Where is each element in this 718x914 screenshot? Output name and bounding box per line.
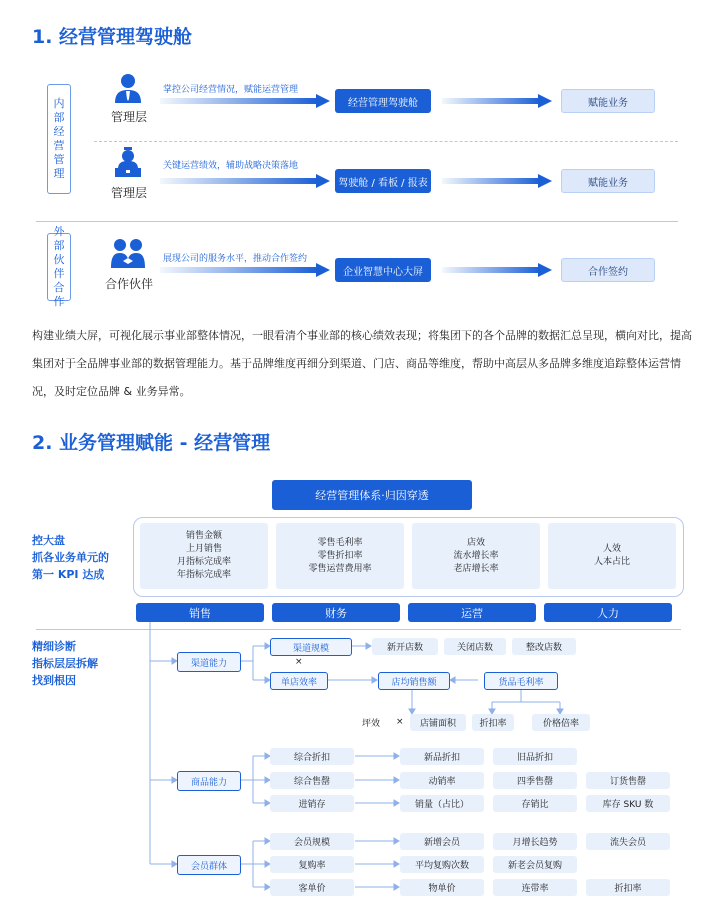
result-button-3[interactable]: 合作签约 xyxy=(561,258,655,282)
stock-sales-ratio: 存销比 xyxy=(493,795,577,812)
movement-rate: 动销率 xyxy=(400,772,484,789)
tab-sales[interactable]: 销售 xyxy=(136,603,264,622)
lost-members: 流失会员 xyxy=(586,833,670,850)
goods-gross-margin[interactable]: 货品毛利率 xyxy=(484,672,558,690)
product-capability[interactable]: 商品能力 xyxy=(177,771,241,791)
inventory-sku-count: 库存 SKU 数 xyxy=(586,795,670,812)
floor-efficiency: 坪效 xyxy=(361,719,380,729)
times-sign-1: × xyxy=(295,657,303,667)
order-sellthrough: 订货售罄 xyxy=(586,772,670,789)
discount-rate: 折扣率 xyxy=(472,714,514,731)
result-button-1[interactable]: 赋能业务 xyxy=(561,89,655,113)
row-desc-1: 掌控公司经营情况，赋能运营管理 xyxy=(163,85,299,95)
purchase-sales-inventory: 进销存 xyxy=(270,795,354,812)
system-title: 经营管理体系·归因穿透 xyxy=(272,480,472,510)
result-button-2[interactable]: 赋能业务 xyxy=(561,169,655,193)
store-area: 店铺面积 xyxy=(410,714,466,731)
role-label-2: 管理层 xyxy=(110,186,147,200)
unit-price: 物单价 xyxy=(400,879,484,896)
member-group[interactable]: 会员群体 xyxy=(177,855,241,875)
avg-store-sales[interactable]: 店均销售额 xyxy=(378,672,450,690)
times-sign-2: × xyxy=(396,717,404,727)
new-members: 新增会员 xyxy=(400,833,484,850)
kpi-group-finance: 零售毛利率 零售折扣率 零售运营费用率 xyxy=(276,523,404,589)
section-2-title: 2. 业务管理赋能 - 经营管理 xyxy=(32,432,271,454)
member-discount-rate: 折扣率 xyxy=(586,879,670,896)
internal-label: 内部经营管理 xyxy=(47,84,71,194)
action-button-2[interactable]: 驾驶舱 / 看板 / 报表 xyxy=(335,169,431,193)
action-button-1[interactable]: 经营管理驾驶舱 xyxy=(335,89,431,113)
row-desc-2: 关键运营绩效，辅助战略决策落地 xyxy=(163,161,299,171)
overall-sellthrough: 综合售罄 xyxy=(270,772,354,789)
overall-discount: 综合折扣 xyxy=(270,748,354,765)
new-stores: 新开店数 xyxy=(372,638,438,655)
tab-finance[interactable]: 财务 xyxy=(272,603,400,622)
rectify-stores: 整改店数 xyxy=(512,638,576,655)
new-old-member-repurchase: 新老会员复购 xyxy=(493,856,577,873)
avg-order-value: 客单价 xyxy=(270,879,354,896)
section-1-title: 1. 经营管理驾驶舱 xyxy=(32,26,193,48)
member-scale: 会员规模 xyxy=(270,833,354,850)
closed-stores: 关闭店数 xyxy=(444,638,506,655)
old-product-discount: 旧品折扣 xyxy=(493,748,577,765)
repurchase-rate: 复购率 xyxy=(270,856,354,873)
kpi-group-operation: 店效 流水增长率 老店增长率 xyxy=(412,523,540,589)
season-sellthrough: 四季售罄 xyxy=(493,772,577,789)
store-efficiency[interactable]: 单店效率 xyxy=(270,672,328,690)
external-label: 外部伙伴合作 xyxy=(47,233,71,301)
tab-operation[interactable]: 运营 xyxy=(408,603,536,622)
avg-repurchase-times: 平均复购次数 xyxy=(400,856,484,873)
row-desc-3: 展现公司的服务水平，推动合作签约 xyxy=(163,254,308,264)
monthly-growth-trend: 月增长趋势 xyxy=(493,833,577,850)
left-heading-1: 控大盘 抓各业务单元的 第一 KPI 达成 xyxy=(32,534,109,581)
price-multiple: 价格倍率 xyxy=(532,714,590,731)
sales-volume-share: 销量（占比） xyxy=(400,795,484,812)
kpi-group-sales: 销售金额 上月销售 月指标完成率 年指标完成率 xyxy=(140,523,268,589)
section-1-paragraph: 构建业绩大屏，可视化展示事业部整体情况，一眼看清个事业部的核心绩效表现；将集团下的各个品牌的数据汇总呈现，横向对比，提高集团对于全品牌事业部的数据管理能力。基于品牌维度再细分到渠道、门店、商品等维度，帮助中高层从多品牌多维度追踪整体运营情况，及时定位品牌 & 业务异常。 xyxy=(32,329,692,398)
role-label-3: 合作伙伴 xyxy=(104,277,153,291)
attach-rate: 连带率 xyxy=(493,879,577,896)
action-button-3[interactable]: 企业智慧中心大屏 xyxy=(335,258,431,282)
left-heading-2: 精细诊断 指标层层拆解 找到根因 xyxy=(32,640,98,687)
channel-scale[interactable]: 渠道规模 xyxy=(270,638,352,656)
new-product-discount: 新品折扣 xyxy=(400,748,484,765)
channel-capability[interactable]: 渠道能力 xyxy=(177,652,241,672)
tab-hr[interactable]: 人力 xyxy=(544,603,672,622)
role-label-1: 管理层 xyxy=(110,110,147,124)
kpi-group-hr: 人效 人本占比 xyxy=(548,523,676,589)
